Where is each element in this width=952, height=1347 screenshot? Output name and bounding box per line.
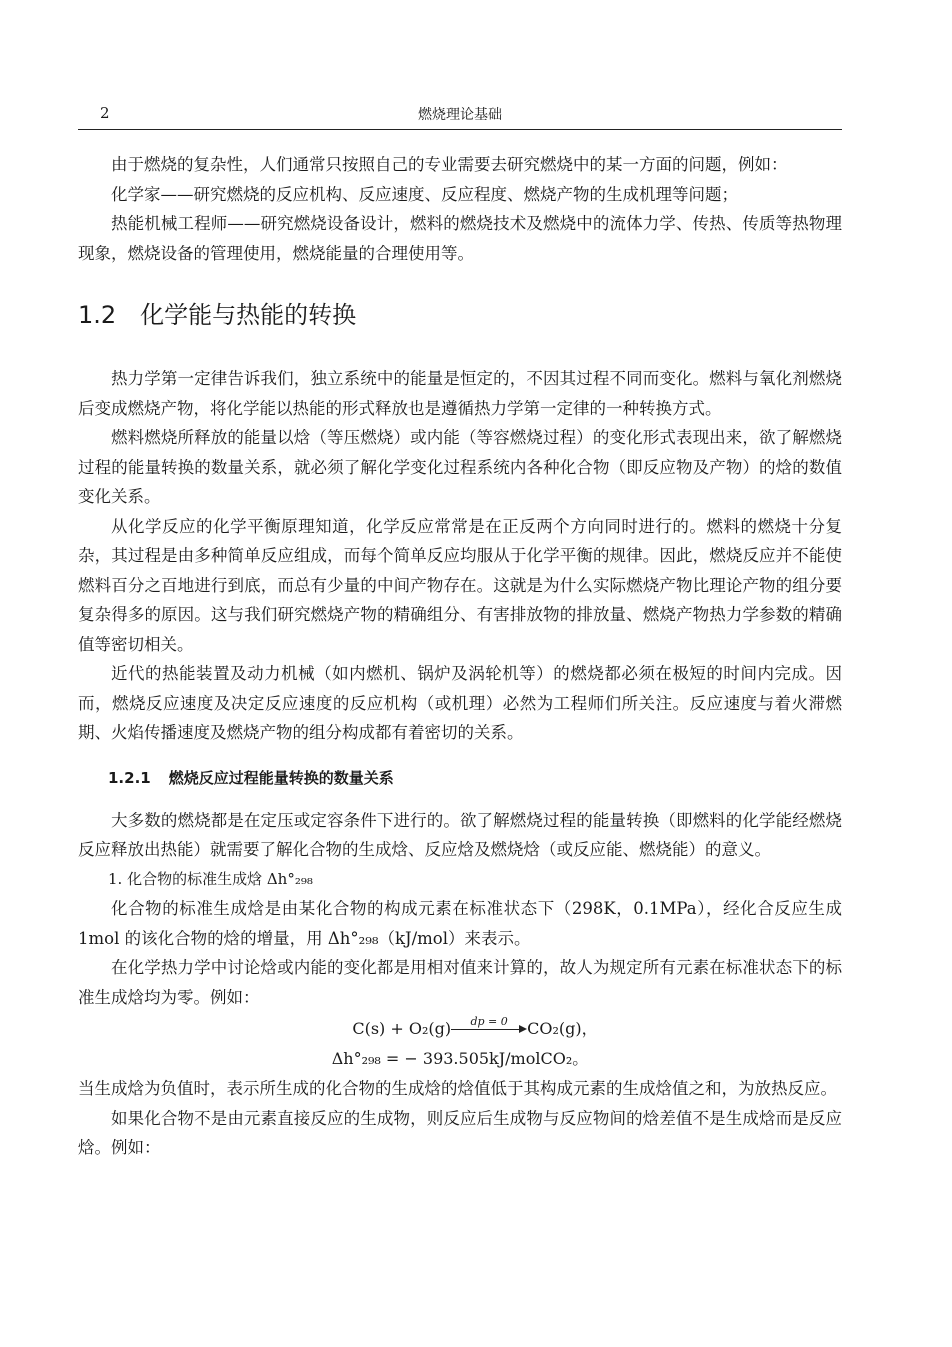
arrow-condition: dp = 0	[470, 1014, 508, 1028]
intro-paragraph-1: 由于燃烧的复杂性，人们通常只按照自己的专业需要去研究燃烧中的某一方面的问题，例如：	[111, 155, 788, 174]
subsection-heading	[108, 766, 842, 790]
equation-block	[78, 1014, 842, 1074]
header-rule	[78, 129, 842, 130]
section-paragraph-2: 燃料燃烧所释放的能量以焓（等压燃烧）或内能（等容燃烧过程）的变化形式表现出来，欲了解燃烧过程的能量转换的数量关系，就必须了解化学变化过程系统内各种化合物（即反应物及产物）的焓的数值变化关系。	[78, 428, 842, 506]
page-header	[78, 104, 842, 126]
definition-paragraph-1: 化合物的标准生成焓是由某化合物的构成元素在标准状态下（298K，0.1MPa），经化合反应生成 1mol 的该化合物的焓的增量，用 Δh°₂₉₈（kJ/mol）来表示。	[78, 899, 842, 948]
equation-rhs: CO₂(g)，	[527, 1019, 598, 1038]
section-number: 1.2	[78, 301, 117, 329]
section-title: 化学能与热能的转换	[140, 301, 357, 329]
intro-paragraph-2: 化学家——研究燃烧的反应机构、反应速度、反应程度、燃烧产物的生成机理等问题；	[111, 184, 738, 204]
intro-paragraph-3: 热能机械工程师——研究燃烧设备设计，燃料的燃烧技术及燃烧中的流体力学、传热、传质等热物理现象，燃烧设备的管理使用，燃烧能量的合理使用等。	[78, 214, 842, 263]
running-title: 燃烧理论基础	[418, 107, 502, 123]
section-paragraph-1: 热力学第一定律告诉我们，独立系统中的能量是恒定的，不因其过程不同而变化。燃料与氧化剂燃烧后变成燃烧产物，将化学能以热能的形式释放也是遵循热力学第一定律的一种转换方式。	[78, 369, 842, 418]
subsection-number: 1.2.1	[108, 768, 151, 787]
enthalpy-result: Δh°₂₉₈ = − 393.505kJ/molCO₂。	[331, 1049, 589, 1068]
item-heading: 1. 化合物的标准生成焓 Δh°₂₉₈	[108, 869, 313, 888]
section-paragraph-3: 从化学反应的化学平衡原理知道，化学反应常常是在正反两个方向同时进行的。燃料的燃烧十分复杂，其过程是由多种简单反应组成，而每个简单反应均服从于化学平衡的规律。因此，燃烧反应并不能使燃料百分之百地进行到底，而总有少量的中间产物存在。这就是为什么实际燃烧产物比理论产物的组分要复杂得多的原因。这与我们研究燃烧产物的精确组分、有害排放物的排放量、燃烧产物热力学参数的精确值等密切相关。	[78, 516, 842, 654]
reaction-arrow-icon	[451, 1014, 527, 1037]
section-paragraph-4: 近代的热能装置及动力机械（如内燃机、锅炉及涡轮机等）的燃烧都必须在极短的时间内完成。因而，燃烧反应速度及决定反应速度的反应机构（或机理）必然为工程师们所关注。反应速度与着火滞燃期、火焰传播速度及燃烧产物的组分构成都有着密切的关系。	[78, 664, 842, 742]
reaction-equation	[78, 1014, 842, 1044]
page-number: 2	[100, 104, 110, 122]
subsection-title: 燃烧反应过程能量转换的数量关系	[168, 768, 394, 787]
subsection-intro: 大多数的燃烧都是在定压或定容条件下进行的。欲了解燃烧过程的能量转换（即燃料的化学能经燃烧反应释放出热能）就需要了解化合物的生成焓、反应焓及燃烧焓（或反应能、燃烧能）的意义。	[78, 810, 842, 859]
definition-paragraph-2: 在化学热力学中讨论焓或内能的变化都是用相对值来计算的，故人为规定所有元素在标准状态下的标准生成焓均为零。例如：	[78, 958, 842, 1007]
body-text	[78, 150, 842, 1163]
section-heading	[78, 300, 842, 330]
closing-paragraph: 如果化合物不是由元素直接反应的生成物，则反应后生成物与反应物间的焓差值不是生成焓而是反应焓。例如：	[78, 1108, 842, 1157]
after-equation-paragraph: 当生成焓为负值时，表示所生成的化合物的生成焓的焓值低于其构成元素的生成焓值之和，为放热反应。	[78, 1079, 837, 1098]
equation-lhs: C(s) + O₂(g)	[352, 1019, 452, 1038]
